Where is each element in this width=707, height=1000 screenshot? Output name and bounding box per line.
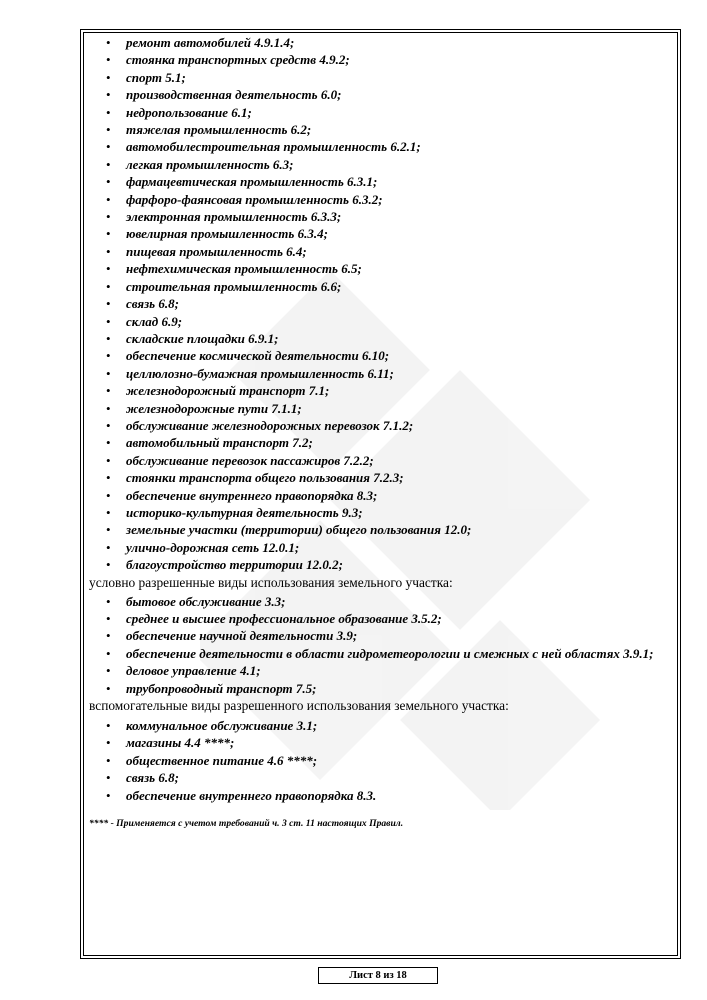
list-item xyxy=(89,504,669,521)
bullet-icon: • xyxy=(106,452,111,468)
bullet-icon: • xyxy=(106,770,111,786)
bullet-icon: • xyxy=(106,735,111,751)
list-item xyxy=(89,452,669,469)
bullet-icon: • xyxy=(106,226,111,242)
list-item-text: улично-дорожная сеть 12.0.1; xyxy=(126,539,300,555)
list-item xyxy=(89,487,669,504)
bullet-icon: • xyxy=(106,104,111,120)
list-item xyxy=(89,243,669,260)
bullet-icon: • xyxy=(106,645,111,661)
bullet-icon: • xyxy=(106,435,111,451)
document-content xyxy=(89,34,669,830)
bullet-icon: • xyxy=(106,539,111,555)
bullet-icon: • xyxy=(106,487,111,503)
list-item-text: железнодорожный транспорт 7.1; xyxy=(126,383,330,399)
list-item-text: автомобильный транспорт 7.2; xyxy=(126,435,313,451)
conditional-uses-list xyxy=(89,593,669,697)
bullet-icon: • xyxy=(106,209,111,225)
list-item xyxy=(89,769,669,786)
list-item xyxy=(89,752,669,769)
list-item-text: земельные участки (территории) общего пользования 12.0; xyxy=(126,522,472,538)
auxiliary-uses-label: вспомогательные виды разрешенного использования земельного участка: xyxy=(89,698,509,714)
list-item xyxy=(89,734,669,751)
footnote: **** - Применяется с учетом требований ч. 3 ст. 11 настоящих Правил. xyxy=(89,818,404,830)
list-item xyxy=(89,347,669,364)
list-item-text: железнодорожные пути 7.1.1; xyxy=(126,400,302,416)
list-item xyxy=(89,330,669,347)
list-item-text: строительная промышленность 6.6; xyxy=(126,278,342,294)
bullet-icon: • xyxy=(106,69,111,85)
list-item-text: нефтехимическая промышленность 6.5; xyxy=(126,261,362,277)
list-item xyxy=(89,208,669,225)
bullet-icon: • xyxy=(106,593,111,609)
list-item xyxy=(89,417,669,434)
list-item-text: среднее и высшее профессиональное образование 3.5.2; xyxy=(126,611,442,626)
list-item-text: связь 6.8; xyxy=(126,296,179,312)
bullet-icon: • xyxy=(106,663,111,679)
bullet-icon: • xyxy=(106,611,111,626)
list-item xyxy=(89,717,669,734)
bullet-icon: • xyxy=(106,470,111,486)
list-item-text: стоянка транспортных средств 4.9.2; xyxy=(126,52,350,68)
bullet-icon: • xyxy=(106,383,111,399)
list-item xyxy=(89,645,669,662)
bullet-icon: • xyxy=(106,752,111,768)
bullet-icon: • xyxy=(106,87,111,103)
list-item-text: ремонт автомобилей 4.9.1.4; xyxy=(126,35,295,50)
bullet-icon: • xyxy=(106,787,111,803)
list-item-text: фарфоро-фаянсовая промышленность 6.3.2; xyxy=(126,191,383,207)
bullet-icon: • xyxy=(106,156,111,172)
bullet-icon: • xyxy=(106,35,111,50)
list-item xyxy=(89,104,669,121)
bullet-icon: • xyxy=(106,139,111,155)
list-item xyxy=(89,295,669,312)
list-item xyxy=(89,86,669,103)
list-item-text: обслуживание перевозок пассажиров 7.2.2; xyxy=(126,452,374,468)
bullet-icon: • xyxy=(106,628,111,644)
list-item-text: склад 6.9; xyxy=(126,313,183,329)
permitted-uses-list xyxy=(89,34,669,574)
list-item xyxy=(89,680,669,697)
list-item xyxy=(89,593,669,610)
list-item-text: обеспечение внутреннего правопорядка 8.3. xyxy=(126,787,377,803)
list-item xyxy=(89,627,669,644)
list-item-text: обеспечение научной деятельности 3.9; xyxy=(126,628,358,644)
list-item xyxy=(89,191,669,208)
list-item xyxy=(89,434,669,451)
list-item xyxy=(89,278,669,295)
list-item xyxy=(89,556,669,573)
list-item xyxy=(89,156,669,173)
list-item-text: обеспечение деятельности в области гидрометеорологии и смежных с ней областях 3.9.1; xyxy=(126,645,654,661)
bullet-icon: • xyxy=(106,261,111,277)
list-item-text: недропользование 6.1; xyxy=(126,104,252,120)
list-item-text: целлюлозно-бумажная промышленность 6.11; xyxy=(126,365,394,381)
bullet-icon: • xyxy=(106,522,111,538)
list-item-text: складские площадки 6.9.1; xyxy=(126,330,279,346)
list-item-text: общественное питание 4.6 ****; xyxy=(126,752,318,768)
list-item xyxy=(89,51,669,68)
list-item xyxy=(89,521,669,538)
list-item xyxy=(89,539,669,556)
list-item-text: обслуживание железнодорожных перевозок 7.1.2; xyxy=(126,417,414,433)
bullet-icon: • xyxy=(106,365,111,381)
list-item-text: спорт 5.1; xyxy=(126,69,186,85)
list-item xyxy=(89,382,669,399)
bullet-icon: • xyxy=(106,243,111,259)
list-item-text: обеспечение внутреннего правопорядка 8.3; xyxy=(126,487,378,503)
bullet-icon: • xyxy=(106,191,111,207)
bullet-icon: • xyxy=(106,122,111,138)
bullet-icon: • xyxy=(106,348,111,364)
list-item xyxy=(89,121,669,138)
conditional-uses-label: условно разрешенные виды использования земельного участка: xyxy=(89,574,453,590)
list-item-text: фармацевтическая промышленность 6.3.1; xyxy=(126,174,378,190)
bullet-icon: • xyxy=(106,296,111,312)
list-item xyxy=(89,313,669,330)
list-item xyxy=(89,260,669,277)
list-item-text: производственная деятельность 6.0; xyxy=(126,87,342,103)
list-item-text: связь 6.8; xyxy=(126,770,179,786)
list-item-text: историко-культурная деятельность 9.3; xyxy=(126,504,363,520)
bullet-icon: • xyxy=(106,400,111,416)
list-item xyxy=(89,469,669,486)
list-item-text: благоустройство территории 12.0.2; xyxy=(126,557,343,573)
list-item xyxy=(89,138,669,155)
sheet-number-box: Лист 8 из 18 xyxy=(318,967,438,984)
auxiliary-uses-list xyxy=(89,717,669,804)
bullet-icon: • xyxy=(106,504,111,520)
bullet-icon: • xyxy=(106,174,111,190)
bullet-icon: • xyxy=(106,278,111,294)
list-item-text: обеспечение космической деятельности 6.10; xyxy=(126,348,390,364)
list-item xyxy=(89,365,669,382)
list-item-text: деловое управление 4.1; xyxy=(126,663,261,679)
list-item xyxy=(89,34,669,51)
list-item-text: бытовое обслуживание 3.3; xyxy=(126,593,286,609)
list-item xyxy=(89,225,669,242)
list-item-text: стоянки транспорта общего пользования 7.2.3; xyxy=(126,470,404,486)
list-item-text: магазины 4.4 ****; xyxy=(126,735,235,751)
bullet-icon: • xyxy=(106,417,111,433)
list-item xyxy=(89,69,669,86)
list-item-text: электронная промышленность 6.3.3; xyxy=(126,209,342,225)
list-item xyxy=(89,662,669,679)
bullet-icon: • xyxy=(106,718,111,734)
list-item xyxy=(89,400,669,417)
list-item-text: коммунальное обслуживание 3.1; xyxy=(126,718,318,734)
list-item xyxy=(89,173,669,190)
list-item-text: трубопроводный транспорт 7.5; xyxy=(126,680,317,696)
list-item xyxy=(89,610,669,627)
list-item-text: тяжелая промышленность 6.2; xyxy=(126,122,312,138)
bullet-icon: • xyxy=(106,52,111,68)
bullet-icon: • xyxy=(106,557,111,573)
list-item-text: автомобилестроительная промышленность 6.2.1; xyxy=(126,139,421,155)
bullet-icon: • xyxy=(106,680,111,696)
bullet-icon: • xyxy=(106,330,111,346)
list-item xyxy=(89,787,669,804)
bullet-icon: • xyxy=(106,313,111,329)
list-item-text: пищевая промышленность 6.4; xyxy=(126,243,307,259)
list-item-text: ювелирная промышленность 6.3.4; xyxy=(126,226,328,242)
list-item-text: легкая промышленность 6.3; xyxy=(126,156,294,172)
